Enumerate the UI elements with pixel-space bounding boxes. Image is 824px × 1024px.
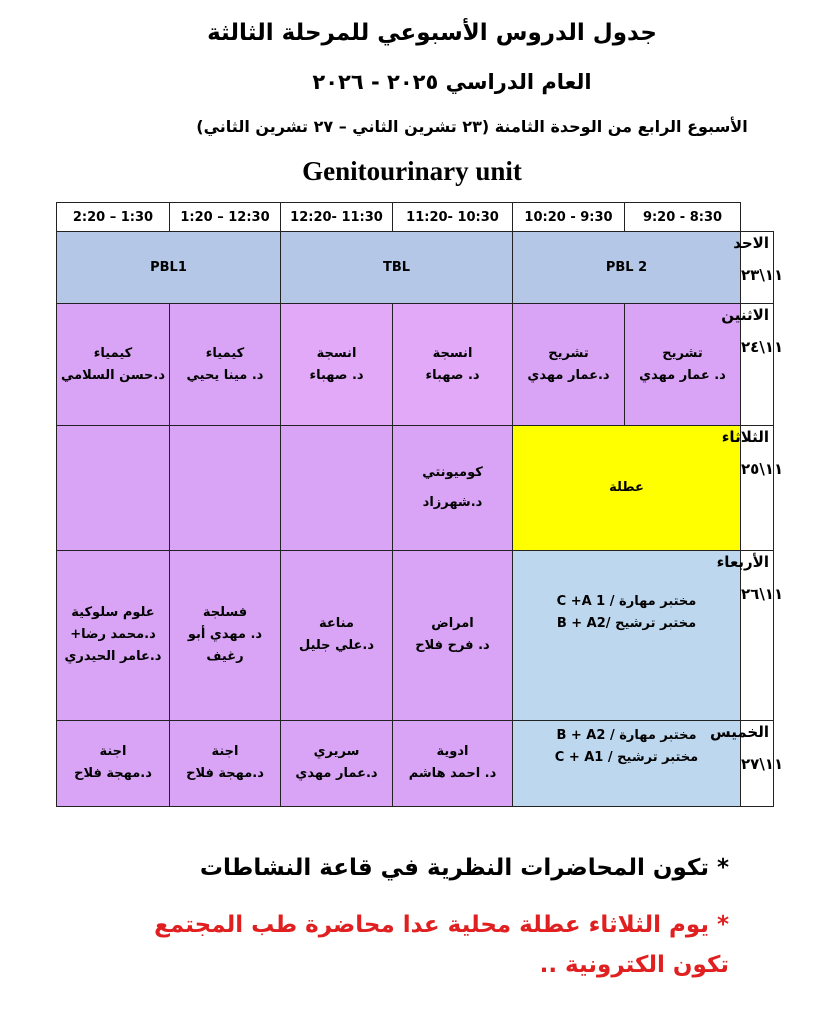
community-lecture [393,426,513,550]
teacher: د. عمار مهدي [639,367,726,383]
holiday-cell: عطلة [513,426,741,550]
time-header-row [57,203,774,232]
teacher: د.محمد رضا+ [70,627,156,643]
day-name: الاحد [733,234,769,253]
lecture-cell [170,304,281,426]
subject: انسجة [316,345,357,361]
teacher: رغيف [206,649,244,665]
day-date: ١١\٢٧ [741,754,784,773]
tbl-session: TBL [281,232,513,304]
subject: فسلجة [202,605,248,621]
day-name: الاثنين [721,306,769,325]
teacher: د.حسن السلامي [60,367,166,383]
day-thursday [710,720,784,806]
day-date: ١١\٢٤ [741,338,784,357]
lab-cell [513,720,741,806]
time-slot: 2:20 – 1:30 [57,203,170,232]
teacher: د. صهباء [309,367,364,383]
time-slot: 11:20- 10:30 [393,203,513,232]
teacher: د. صهباء [425,367,480,383]
subject: اجنة [211,744,239,760]
lecture-cell [281,720,393,806]
row-tuesday [57,426,774,550]
teacher: د.مهجة فلاح [186,766,264,782]
pbl2-session: PBL 2 [513,232,741,304]
day-date: ١١\٢٣ [741,266,784,285]
subject: تشريح [662,345,703,361]
lecture-cell [57,720,170,806]
teacher: د. فرح فلاح [415,638,490,654]
subject: سريري [313,744,360,760]
lecture-cell [513,304,625,426]
teacher: د.عمار مهدي [295,766,378,782]
week-info: الأسبوع الرابع من الوحدة الثامنة (٢٣ تشرين الثاني – ٢٧ تشرين الثاني) [196,117,748,136]
teacher: د. مهدي أبو [187,627,263,643]
teacher: د.عمار مهدي [527,367,610,383]
row-thursday [57,720,774,806]
subject: كوميونتي [422,464,483,480]
day-name: الخميس [710,722,769,741]
lecture-cell [281,550,393,720]
lecture-cell [57,304,170,426]
note-tuesday-holiday: * يوم الثلاثاء عطلة محلية عدا محاضرة طب المجتمع تكون الكترونية .. [154,912,729,978]
lecture-cell [281,304,393,426]
day-wednesday [716,550,784,720]
teacher: د. احمد هاشم [408,766,497,782]
time-slot: 1:20 – 12:30 [170,203,281,232]
subject: انسجة [432,345,473,361]
row-sunday [57,232,774,304]
teacher: د.مهجة فلاح [74,766,152,782]
day-monday [721,304,784,426]
subject: تشريح [548,345,589,361]
schedule-title: جدول الدروس الأسبوعي للمرحلة الثالثة [207,20,657,46]
subject: كيمياء [205,345,245,361]
subject: كيمياء [93,345,133,361]
lecture-cell [170,720,281,806]
academic-year: العام الدراسي ٢٠٢٥ - ٢٠٢٦ [312,70,592,94]
subject: مناعة [318,616,354,632]
subject: علوم سلوكية [71,605,155,621]
teacher: د.علي جليل [298,638,375,654]
lab-line: مختبر ترشيح /B + A2 [556,615,697,631]
lab-line: مختبر مهارة / C +A 1 [556,593,697,609]
row-monday [57,304,774,426]
lecture-cell [393,720,513,806]
lab-line: مختبر ترشيح / C + A1 [554,749,699,765]
empty-cell [281,426,393,550]
subject: اجنة [99,744,127,760]
day-name: الثلاثاء [721,428,769,447]
lecture-cell [57,550,170,720]
pbl1-session: PBL1 [57,232,281,304]
lab-line: مختبر مهارة / B + A2 [556,727,697,743]
row-wednesday [57,550,774,720]
day-date: ١١\٢٥ [741,460,784,479]
subject: ادوية [436,744,469,760]
teacher: د.شهرزاد [422,494,483,510]
note-lectures-hall: * تكون المحاضرات النظرية في قاعة النشاطات [199,855,729,881]
teacher: د.عامر الحيدري [64,649,162,665]
time-slot: 9:20 - 8:30 [625,203,741,232]
lab-cell [513,550,741,720]
timetable [56,202,784,807]
time-slot: 10:20 - 9:30 [513,203,625,232]
subject: امراض [431,616,474,632]
empty-cell [57,426,170,550]
day-date: ١١\٢٦ [741,584,784,603]
day-name: الأربعاء [716,552,769,571]
empty-cell [170,426,281,550]
lecture-cell [393,304,513,426]
lecture-cell [393,550,513,720]
day-sunday [733,232,784,304]
unit-title: Genitourinary unit [302,156,522,186]
teacher: د. مينا يحيي [186,367,264,383]
lecture-cell [170,550,281,720]
time-slot: 12:20- 11:30 [281,203,393,232]
corner-cell [741,203,774,232]
day-tuesday [721,426,784,550]
